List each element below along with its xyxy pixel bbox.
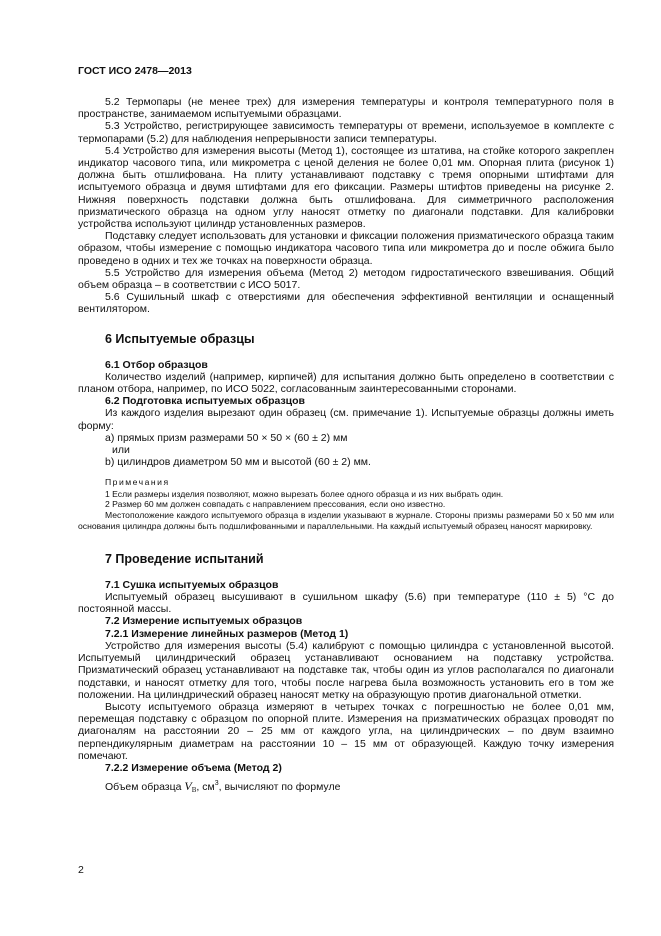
subsection-heading-7-2-1: 7.2.1 Измерение линейных размеров (Метод 1) [105,627,349,640]
document-header: ГОСТ ИСО 2478—2013 [78,65,192,77]
subsection-heading-7-2: 7.2 Измерение испытуемых образцов [105,615,303,628]
formula-outro-text: , вычисляют по формуле [218,781,341,794]
paragraph-7-1: Испытуемый образец высушивают в сушильном шкафу (5.6) при температуре (110 ± 5) °С до постоянной массы. [78,591,614,616]
paragraph-6-1: Количество изделий (например, кирпичей) для испытания должно быть определено в соответствии с планом отбора, например, по ИСО 5022, согласованным заинтересованными сторонами. [78,370,614,396]
notes-title: Примечания [105,477,170,488]
paragraph-5-4: 5.4 Устройство для измерения высоты (Метод 1), состоящее из штатива, на стойке которого закреплен индикатор часового типа, или микрометра с ценой деления не более 0,01 мм. Опорная плита (рисунок 1) должна быть отшлифована. На плиту устанавливают подставку с тремя опорными штифтами для испытуемого образца и двумя штифтами для его фиксации. Размеры штифтов приведены на рисунке 2. Нижняя поверхность подставки должна быть отшлифована. Для симметричного расположения призматического образца на одном углу наносят отметку по диагонали подставки. Для калибровки устройства используют цилиндр установленных размеров. [78,144,614,231]
paragraph-5-2: 5.2 Термопары (не менее трех) для измерения температуры и контроля температурного поля в пространстве, занимаемом испытуемыми образцами. [78,96,614,121]
document-body [78,96,614,796]
subsection-heading-6-2: 6.2 Подготовка испытуемых образцов [105,395,305,408]
section-heading-6: 6 Испытуемые образцы [105,331,255,346]
subsection-heading-7-1: 7.1 Сушка испытуемых образцов [105,578,279,591]
volume-variable [184,779,196,793]
paragraph-5-3: 5.3 Устройство, регистрирующее зависимость температуры от времени, используемое в комплекте с термопарами (5.2) для наблюдения непрерывности записи температуры. [78,120,614,145]
subsection-heading-6-1: 6.1 Отбор образцов [105,358,208,371]
volume-unit-exponent: 3 [214,780,219,788]
subsection-heading-7-2-2: 7.2.2 Измерение объема (Метод 2) [105,761,282,774]
paragraph-6-2: Из каждого изделия вырезают один образец (см. примечание 1). Испытуемые образцы должны иметь форму: [78,407,614,432]
list-item-a: a) прямых призм размерами 50 × 50 × (60 ± 2) мм [105,431,348,444]
section-heading-7: 7 Проведение испытаний [105,551,264,566]
paragraph-5-5: 5.5 Устройство для измерения объема (Метод 2) методом гидростатического взвешивания. Общий объем образца – в соответствии с ИСО 5017. [78,266,614,292]
paragraph-7-2-1-a: Устройство для измерения высоты (5.4) калибруют с помощью цилиндра с установленной высотой. Испытуемый цилиндрический образец устанавливают основанием на подставку устройства. Призматический образец устанавливают на подставке так, чтобы один из углов располагался по диагонали подставки, и наносят отметку для того, чтобы после нагрева была возможность установить его в том же положении. На цилиндрический образец наносят метку на образующую против диагональной отметки. [78,639,614,701]
formula-intro-text: Объем образца [105,781,182,794]
list-separator-or: или [112,444,130,457]
paragraph-7-2-2 [78,778,614,796]
paragraph-7-2-1-b: Высоту испытуемого образца измеряют в четырех точках с погрешностью не более 0,01 мм, перемещая подставку с образцом по опорной плите. Измерения на призматических образцах проводят по диагоналям на расстоянии 20 – 25 мм от каждого угла, на цилиндрических – по двум взаимно перпендикулярным диаметрам на расстоянии 10 – 15 мм от образующей. Каждую точку измерения помечают. [78,700,614,762]
note-3: Местоположение каждого испытуемого образца в изделии указывают в журнале. Стороны призмы размерами 50 х 50 мм или основания цилиндра должны быть подшлифованными и параллельными. На каждый испытуемый образец наносят маркировку. [78,510,614,532]
note-1: 1 Если размеры изделия позволяют, можно вырезать более одного образца и из них выбрать один. [105,488,504,499]
paragraph-5-6: 5.6 Сушильный шкаф с отверстиями для обеспечения эффективной вентиляции и оснащенный вентилятором. [78,291,614,316]
paragraph-5-4-continued: Подставку следует использовать для установки и фиксации положения призматического образца таким образом, чтобы измерение с помощью индикатора часового типа или микрометра до и после обжига было проведено в одних и тех же точках на поверхности образца. [78,230,614,267]
note-2: 2 Размер 60 мм должен совпадать с направлением прессования, если оно известно. [105,499,446,510]
volume-subscript: B [191,786,197,795]
volume-unit: , см [196,781,215,794]
volume-symbol: V [184,779,192,794]
list-item-b: b) цилиндров диаметром 50 мм и высотой (60 ± 2) мм. [105,456,371,469]
page-number: 2 [78,864,84,876]
